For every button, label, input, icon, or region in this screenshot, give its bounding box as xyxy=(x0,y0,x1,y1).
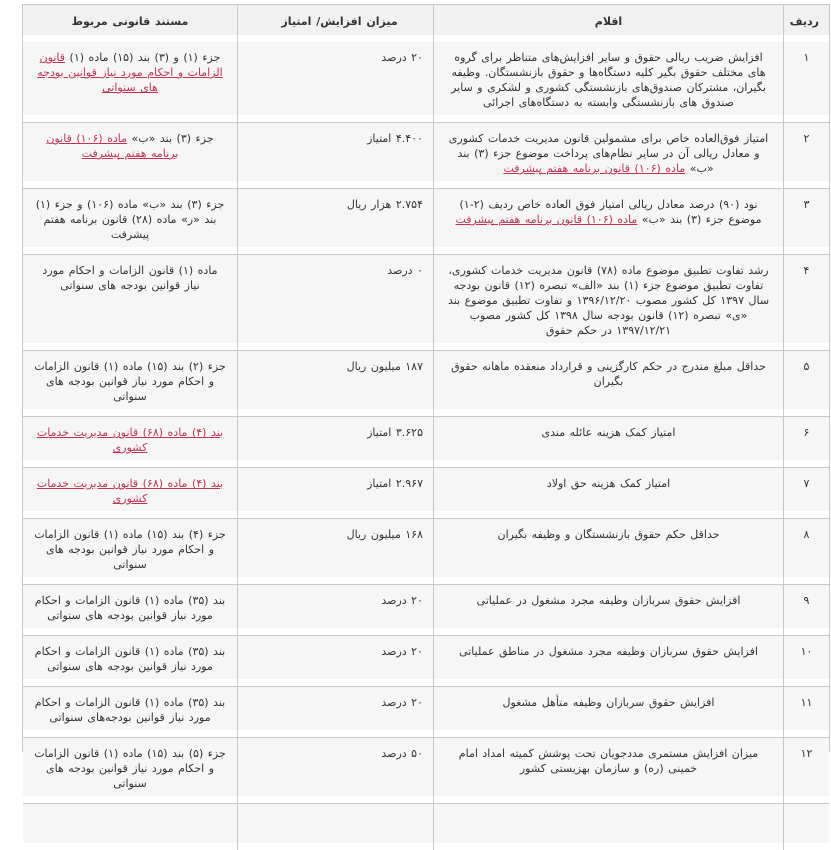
amount-text: ۴.۴۰۰ امتیاز xyxy=(367,132,423,145)
item-law-link[interactable]: ماده (۱۰۶) قانون برنامه هفتم پیشرفت xyxy=(503,162,686,175)
item-description-cell xyxy=(433,738,783,803)
item-description-cell xyxy=(433,687,783,737)
legal-law-link[interactable]: بند (۴) ماده (۶۸) قانون مدیریت خدمات کشوری xyxy=(36,426,224,454)
amount-text: ۲۰ درصد xyxy=(381,594,423,607)
amount-text: ۲.۹۶۷ امتیاز xyxy=(367,477,423,490)
table-row xyxy=(23,350,829,416)
amount-cell xyxy=(237,687,433,737)
table-row xyxy=(23,42,829,122)
table-row xyxy=(23,635,829,686)
item-description-cell xyxy=(433,123,783,188)
item-text: حداقل مبلغ مندرج در حکم کارگزینی و قرارداد منعقده ماهانه حقوق بگیران xyxy=(446,360,766,388)
legal-document-cell xyxy=(23,687,237,737)
row-number: ۶ xyxy=(803,426,810,439)
row-number-cell xyxy=(783,417,829,467)
table-row xyxy=(23,188,829,254)
amount-text: ۵۰ درصد xyxy=(381,747,423,760)
row-number-cell xyxy=(783,42,829,122)
column-header-amount: میزان افزایش/ امتیاز xyxy=(237,5,433,42)
row-number-cell xyxy=(783,585,829,635)
row-number-cell xyxy=(783,519,829,584)
legal-document-cell xyxy=(23,189,237,254)
row-number: ۷ xyxy=(803,477,810,490)
table-row xyxy=(23,686,829,737)
legal-text: جزء (۳) بند «ب» xyxy=(127,132,214,145)
row-number-cell xyxy=(783,189,829,254)
legal-text: بند (۳۵) ماده (۱) قانون الزامات و احکام مورد نیاز قوانین بودجه های سنواتی xyxy=(30,645,226,673)
item-text: حداقل حکم حقوق بازنشستگان و وظیفه بگیران xyxy=(497,528,720,541)
amount-cell xyxy=(237,585,433,635)
item-text: میزان افزایش مستمری مددجویان تحت پوشش کمیته امداد امام خمینی (ره) و سازمان بهزیستی کشور xyxy=(454,747,759,775)
item-description-cell xyxy=(433,585,783,635)
amount-cell xyxy=(237,738,433,803)
row-number-cell xyxy=(783,804,829,850)
item-description-cell xyxy=(433,189,783,254)
column-header-items: اقلام xyxy=(433,5,783,42)
row-number-cell xyxy=(783,738,829,803)
amount-cell xyxy=(237,189,433,254)
legal-document-cell xyxy=(23,804,237,850)
amount-text: ۱۸۷ میلیون ریال xyxy=(346,360,423,373)
column-header-legal-document: مستند قانونی مربوط xyxy=(23,5,237,42)
row-number: ۸ xyxy=(803,528,810,541)
legal-document-cell xyxy=(23,519,237,584)
legal-text: جزء (۲) بند (۱۵) ماده (۱) قانون الزامات و احکام مورد نیاز قوانین بودجه های سنواتی xyxy=(29,360,226,403)
item-description-cell xyxy=(433,519,783,584)
table-row xyxy=(23,518,829,584)
legal-document-cell xyxy=(23,255,237,350)
row-number: ۱۱ xyxy=(800,696,813,709)
item-description-cell xyxy=(433,804,783,850)
item-text: افزایش حقوق سربازان وظیفه متأهل مشغول xyxy=(502,696,715,709)
item-text: امتیاز فوق‌العاده خاص برای مشمولین قانون مدیریت خدمات کشوری و معادل ریالی آن در سایر نظام‌های پرداخت موضوع جزء (۳) بند «ب» xyxy=(444,132,769,175)
row-number: ۱ xyxy=(803,51,810,64)
salary-increase-table xyxy=(22,4,830,790)
legal-text: جزء (۴) بند (۱۵) ماده (۱) قانون الزامات و احکام مورد نیاز قوانین بودجه های سنواتی xyxy=(29,528,226,571)
amount-cell xyxy=(237,804,433,850)
legal-text: ماده (۱) قانون الزامات و احکام مورد نیاز قوانین بودجه های سنواتی xyxy=(37,264,218,292)
legal-document-cell xyxy=(23,636,237,686)
row-number: ۴ xyxy=(803,264,810,277)
table-row xyxy=(23,416,829,467)
legal-text: بند (۳۵) ماده (۱) قانون الزامات و احکام مورد نیاز قوانین بودجه‌های سنواتی xyxy=(30,696,226,724)
amount-cell xyxy=(237,636,433,686)
item-text: رشد تفاوت تطبیق موضوع ماده (۷۸) قانون مدیریت خدمات کشوری، تفاوت تطبیق موضوع جزء (۱) بند «الف» تبصره (۱۲) قانون بودجه سال ۱۳۹۷ کل کشور مصوب ۱۳۹۶/۱۲/۲۰ و تفاوت تطبیق موضوع بند «ی» تبصره (۱۲) قانون بودجه سال ۱۳۹۸ کل کشور مصوب ۱۳۹۷/۱۲/۲۱ در حکم حقوق xyxy=(443,264,770,337)
item-text: امتیاز کمک هزینه عائله مندی xyxy=(541,426,676,439)
item-description-cell xyxy=(433,417,783,467)
table-header-row xyxy=(23,5,829,42)
column-header-row-number: ردیف xyxy=(783,5,829,42)
table-row xyxy=(23,584,829,635)
row-number-cell xyxy=(783,123,829,188)
item-description-cell xyxy=(433,351,783,416)
amount-cell xyxy=(237,123,433,188)
amount-text: ۲.۷۵۴ هزار ریال xyxy=(346,198,423,211)
item-law-link[interactable]: ماده (۱۰۶) قانون برنامه هفتم پیشرفت xyxy=(455,213,638,226)
legal-document-cell xyxy=(23,417,237,467)
table-row xyxy=(23,737,829,803)
row-number: ۵ xyxy=(803,360,810,373)
table-row xyxy=(23,803,829,850)
item-text: افزایش حقوق سربازان وظیفه مجرد مشغول در مناطق عملیاتی xyxy=(459,645,758,658)
legal-text: جزء (۱) و (۳) بند (۱۵) ماده (۱) xyxy=(65,51,221,64)
item-text: افزایش حقوق سربازان وظیفه مجرد مشغول در عملیاتی xyxy=(476,594,741,607)
table-row xyxy=(23,467,829,518)
amount-cell xyxy=(237,42,433,122)
item-description-cell xyxy=(433,468,783,518)
item-description-cell xyxy=(433,636,783,686)
legal-text: جزء (۵) بند (۱۵) ماده (۱) قانون الزامات و احکام مورد نیاز قوانین بودجه های سنواتی xyxy=(29,747,226,790)
legal-law-link[interactable]: قانون الزامات و احکام مورد نیاز قوانین بودجه های سنواتی xyxy=(37,51,223,94)
amount-cell xyxy=(237,519,433,584)
table-row xyxy=(23,122,829,188)
amount-text: ۳.۶۲۵ امتیاز xyxy=(367,426,423,439)
row-number-cell xyxy=(783,255,829,350)
row-number: ۱۲ xyxy=(800,747,813,760)
item-text: نود (۹۰) درصد معادل ریالی امتیاز فوق العاده خاص ردیف (۲-۱) موضوع جزء (۳) بند «ب» xyxy=(454,198,762,226)
row-number-cell xyxy=(783,687,829,737)
legal-document-cell xyxy=(23,738,237,803)
row-number: ۱۰ xyxy=(800,645,813,658)
row-number: ۹ xyxy=(803,594,810,607)
legal-document-cell xyxy=(23,351,237,416)
row-number-cell xyxy=(783,351,829,416)
table-row xyxy=(23,254,829,350)
amount-cell xyxy=(237,468,433,518)
legal-document-cell xyxy=(23,468,237,518)
amount-cell xyxy=(237,417,433,467)
amount-text: ۱۶۸ میلیون ریال xyxy=(346,528,423,541)
legal-law-link[interactable]: بند (۴) ماده (۶۸) قانون مدیریت خدمات کشوری xyxy=(36,477,224,505)
amount-cell xyxy=(237,351,433,416)
row-number: ۳ xyxy=(803,198,810,211)
row-number-cell xyxy=(783,636,829,686)
item-text: افزایش ضریب ریالی حقوق و سایر افزایش‌های متناظر برای گروه های مختلف حقوق بگیر کلیه دستگاه‌ها و حقوق بازنشستگان. وظیفه بگیران، مشترکان صندوق‌های بازنشستگی کشوری و لشکری و سایر صندوق های بازنشستگی وابسته به دستگاه‌های اجرائی xyxy=(446,51,766,109)
legal-document-cell xyxy=(23,585,237,635)
amount-text: ۲۰ درصد xyxy=(381,696,423,709)
legal-document-cell xyxy=(23,42,237,122)
legal-law-link[interactable]: ماده (۱۰۶) قانون برنامه هفتم پیشرفت xyxy=(46,132,179,160)
amount-cell xyxy=(237,255,433,350)
item-description-cell xyxy=(433,255,783,350)
legal-document-cell xyxy=(23,123,237,188)
amount-text: ۰ درصد xyxy=(387,264,423,277)
amount-text: ۲۰ درصد xyxy=(381,51,423,64)
legal-text: جزء (۳) بند «ب» ماده (۱۰۶) و جزء (۱) بند «ر» ماده (۲۸) قانون برنامه هفتم پیشرفت xyxy=(31,198,225,241)
row-number-cell xyxy=(783,468,829,518)
amount-text: ۲۰ درصد xyxy=(381,645,423,658)
item-text: امتیاز کمک هزینه حق اولاد xyxy=(546,477,671,490)
item-description-cell xyxy=(433,42,783,122)
legal-text: بند (۳۵) ماده (۱) قانون الزامات و احکام مورد نیاز قوانین بودجه های سنواتی xyxy=(30,594,226,622)
row-number: ۲ xyxy=(803,132,810,145)
table-body xyxy=(23,42,829,850)
